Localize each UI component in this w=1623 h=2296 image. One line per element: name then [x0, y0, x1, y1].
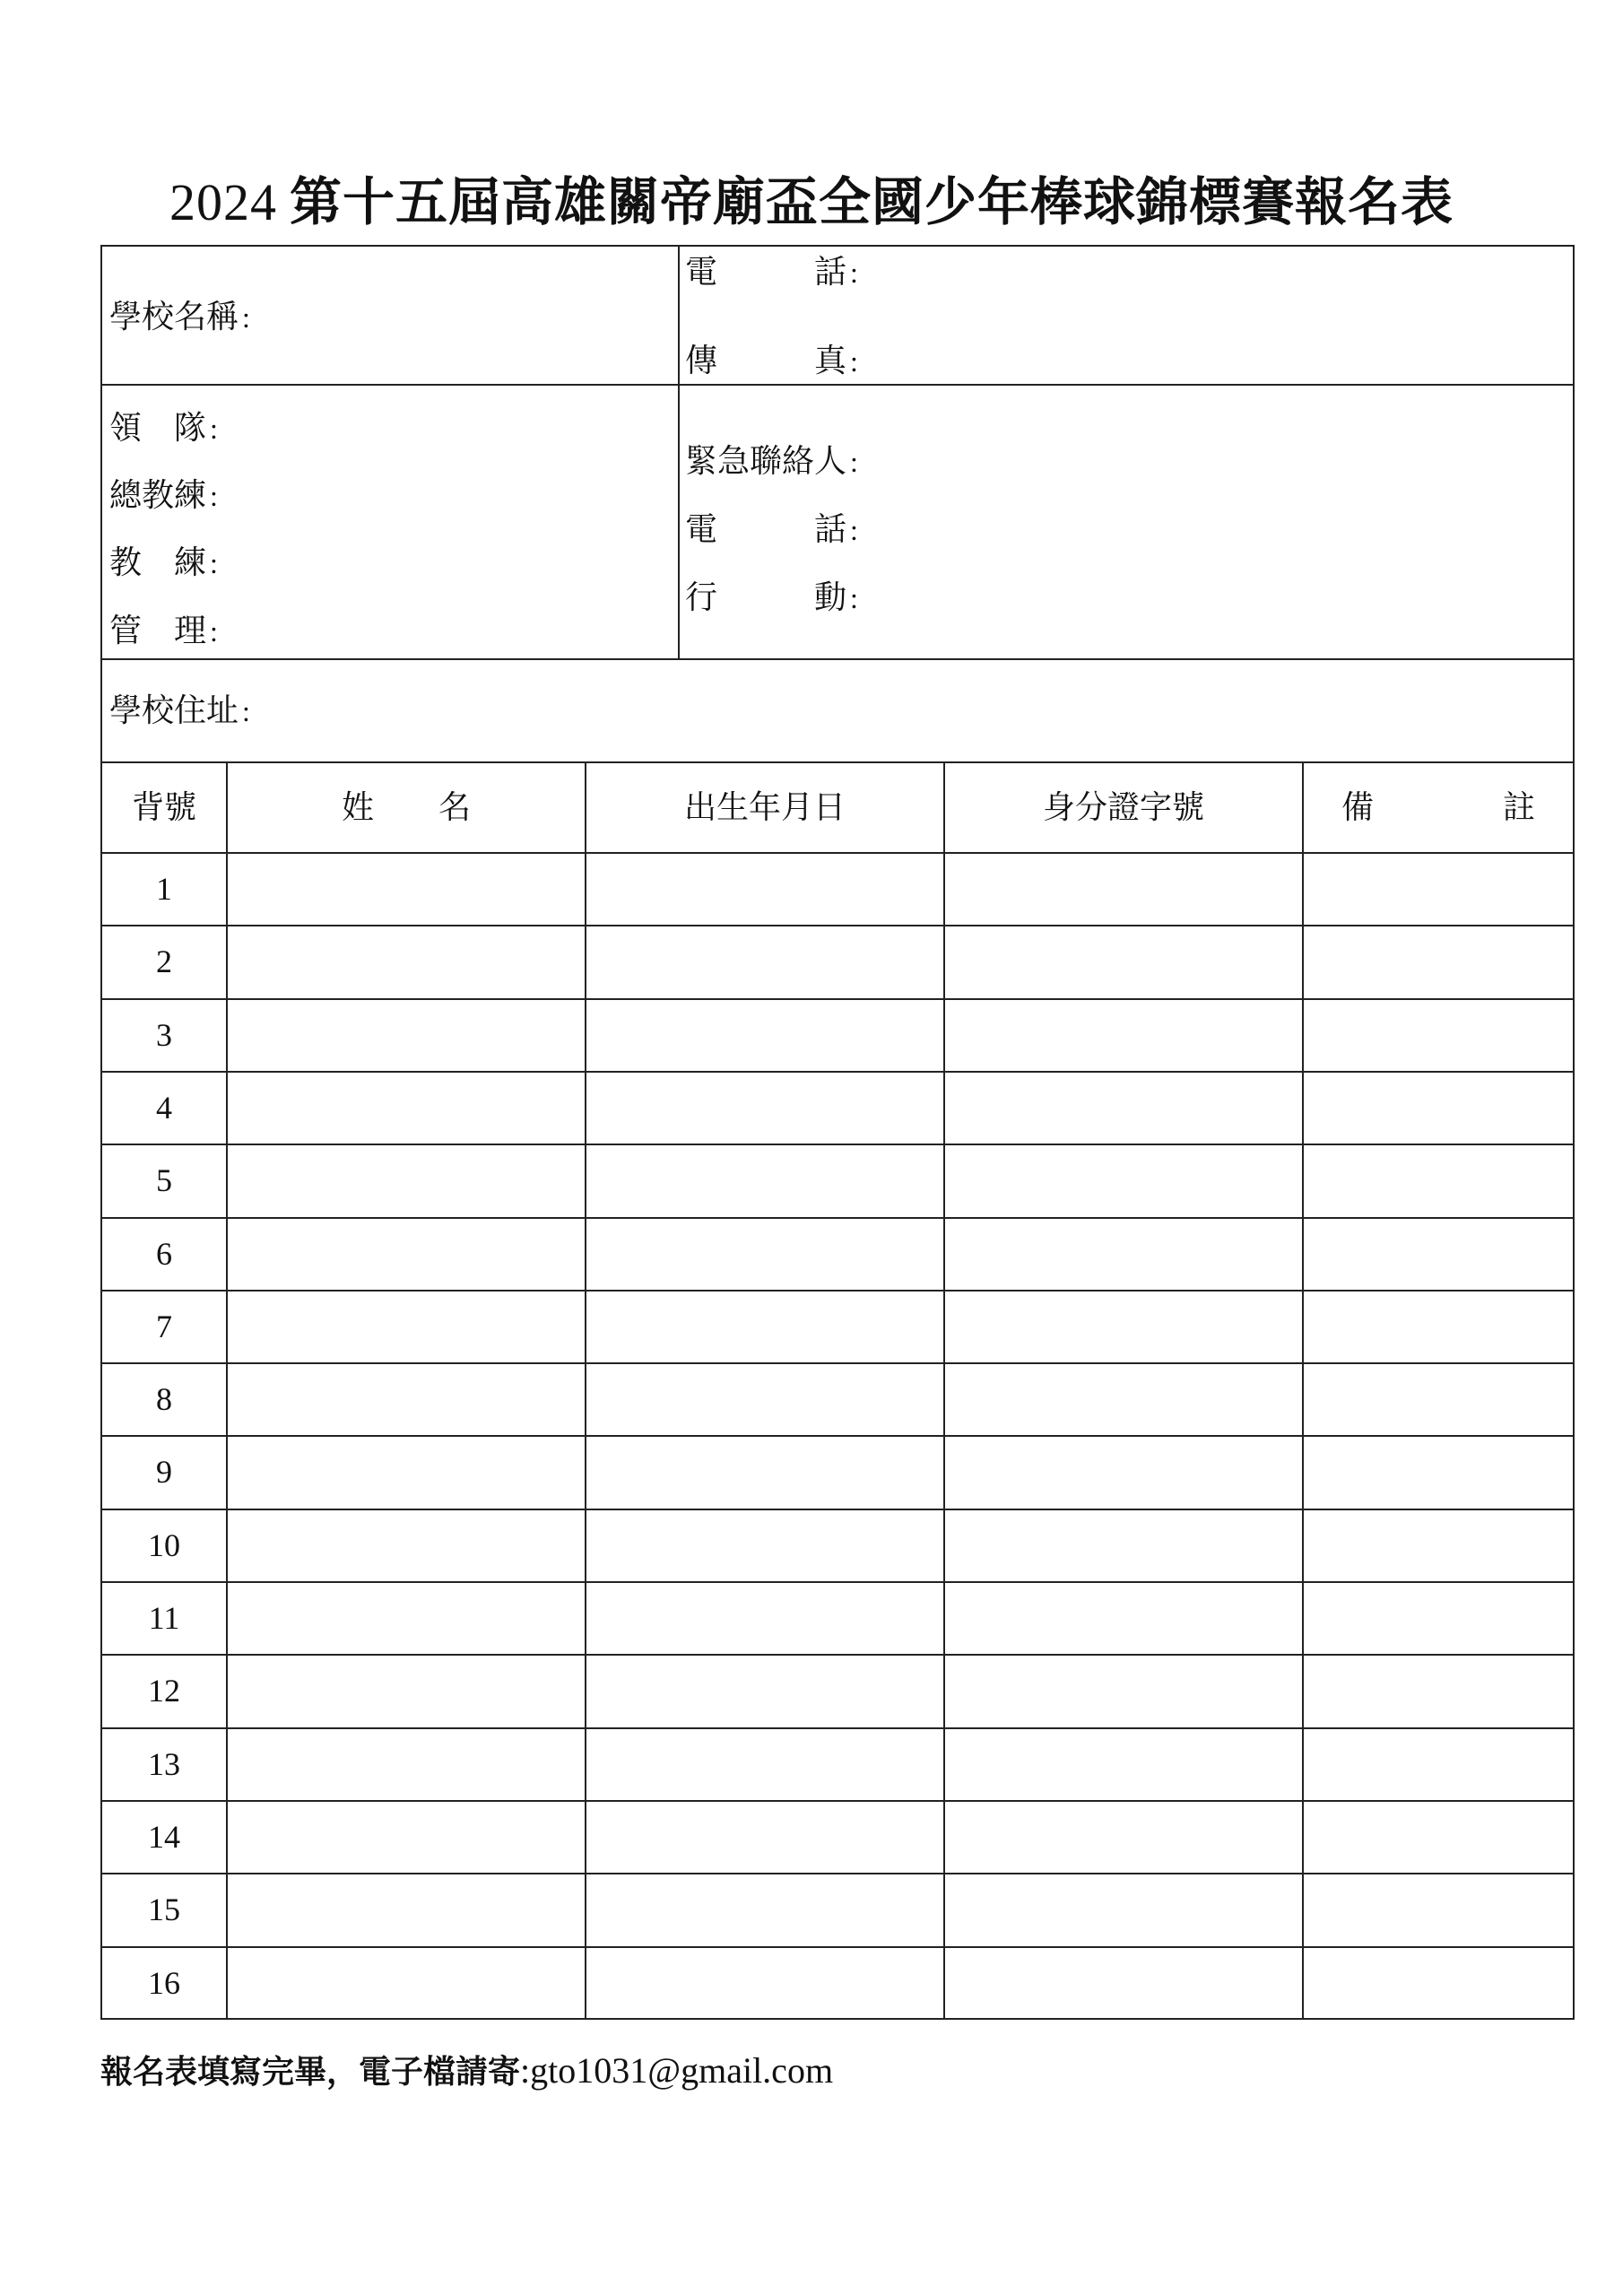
birthdate-cell[interactable]	[586, 1874, 943, 1944]
id-number-cell[interactable]	[945, 853, 1302, 924]
colon: :	[210, 615, 218, 648]
leader-label: 領 隊	[109, 410, 207, 447]
name-cell[interactable]	[228, 1947, 585, 2018]
manager-field[interactable]	[109, 615, 218, 648]
row-divider	[100, 1362, 1575, 1364]
remarks-cell[interactable]	[1304, 926, 1573, 996]
birthdate-cell[interactable]	[586, 1947, 943, 2018]
coach-field[interactable]	[109, 544, 218, 581]
name-cell[interactable]	[228, 1655, 585, 1726]
mobile-field[interactable]	[685, 579, 858, 616]
row-divider	[100, 1581, 1575, 1583]
name-cell[interactable]	[228, 1801, 585, 1872]
phone-label: 電 話	[685, 254, 847, 291]
row-divider	[100, 998, 1575, 1000]
colon: :	[242, 301, 250, 334]
remarks-cell[interactable]	[1304, 1436, 1573, 1507]
row-divider	[100, 1727, 1575, 1729]
id-number-cell[interactable]	[945, 1436, 1302, 1507]
row-number: 4	[156, 1089, 172, 1126]
birthdate-cell[interactable]	[586, 1144, 943, 1215]
form-title-year: 2024	[169, 173, 277, 231]
fax-label: 傳 真	[685, 343, 847, 379]
name-cell[interactable]	[228, 1874, 585, 1944]
footer-colon: :	[520, 2050, 531, 2091]
name-cell[interactable]	[228, 1291, 585, 1361]
head-coach-label: 總教練	[109, 477, 207, 514]
birthdate-cell[interactable]	[586, 1436, 943, 1507]
remarks-cell[interactable]	[1304, 1291, 1573, 1361]
remarks-cell[interactable]	[1304, 1072, 1573, 1143]
id-number-cell[interactable]	[945, 1291, 1302, 1361]
row-number: 7	[156, 1308, 172, 1344]
row-number: 3	[156, 1016, 172, 1053]
birthdate-cell[interactable]	[586, 1582, 943, 1653]
colon: :	[850, 582, 858, 614]
row-divider	[100, 1217, 1575, 1219]
id-number-cell[interactable]	[945, 999, 1302, 1070]
header-remarks: 備 註	[1341, 789, 1535, 826]
leader-field[interactable]	[109, 410, 218, 447]
row-divider	[100, 1290, 1575, 1292]
id-number-cell[interactable]	[945, 1947, 1302, 2018]
emergency-phone-label: 電 話	[685, 511, 847, 548]
colon: :	[242, 695, 250, 727]
divider	[100, 384, 1575, 386]
remarks-cell[interactable]	[1304, 1874, 1573, 1944]
emergency-phone-field[interactable]	[685, 511, 858, 548]
name-cell[interactable]	[228, 1072, 585, 1143]
row-number: 1	[156, 871, 172, 907]
row-number: 6	[156, 1235, 172, 1272]
emergency-contact-label: 緊急聯絡人	[685, 443, 847, 480]
id-number-cell[interactable]	[945, 1728, 1302, 1799]
birthdate-cell[interactable]	[586, 1801, 943, 1872]
id-number-cell[interactable]	[945, 926, 1302, 996]
school-info-block	[100, 245, 1575, 763]
name-cell[interactable]	[228, 926, 585, 996]
row-divider	[100, 1654, 1575, 1656]
fax-field[interactable]	[685, 345, 858, 378]
birthdate-cell[interactable]	[586, 926, 943, 996]
birthdate-cell[interactable]	[586, 1072, 943, 1143]
manager-label: 管 理	[109, 613, 207, 649]
row-number: 9	[156, 1454, 172, 1491]
head-coach-field[interactable]	[109, 477, 218, 514]
coach-label: 教 練	[109, 544, 207, 581]
name-cell[interactable]	[228, 1582, 585, 1653]
header-id-number: 身分證字號	[1042, 789, 1204, 826]
row-number: 5	[156, 1162, 172, 1199]
id-number-cell[interactable]	[945, 1218, 1302, 1289]
birthdate-cell[interactable]	[586, 853, 943, 924]
colon: :	[210, 547, 218, 579]
school-name-field[interactable]	[109, 301, 250, 334]
id-number-cell[interactable]	[945, 1874, 1302, 1944]
colon: :	[210, 413, 218, 445]
row-number: 12	[148, 1673, 180, 1709]
row-divider	[100, 1144, 1575, 1145]
colon: :	[850, 446, 858, 478]
remarks-cell[interactable]	[1304, 999, 1573, 1070]
school-name-label: 學校名稱	[109, 299, 239, 335]
row-number: 8	[156, 1381, 172, 1418]
row-number: 11	[148, 1600, 180, 1636]
id-number-cell[interactable]	[945, 1655, 1302, 1726]
name-cell[interactable]	[228, 1436, 585, 1507]
remarks-cell[interactable]	[1304, 1144, 1573, 1215]
footer-text: 報名表填寫完畢，電子檔請寄	[100, 2054, 521, 2091]
row-number: 14	[148, 1818, 180, 1855]
name-cell[interactable]	[228, 853, 585, 924]
id-number-cell[interactable]	[945, 1144, 1302, 1215]
row-divider	[100, 925, 1575, 926]
emergency-contact-field[interactable]	[685, 443, 858, 480]
footer-email[interactable]: gto1031@gmail.com	[530, 2050, 834, 2091]
name-cell[interactable]	[228, 1728, 585, 1799]
colon: :	[850, 345, 858, 378]
remarks-cell[interactable]	[1304, 1728, 1573, 1799]
row-number: 2	[156, 944, 172, 980]
row-divider	[100, 1509, 1575, 1510]
form-title	[0, 160, 1623, 235]
divider	[678, 245, 680, 660]
colon: :	[210, 480, 218, 512]
birthdate-cell[interactable]	[586, 1509, 943, 1580]
address-label: 學校住址	[109, 692, 239, 729]
address-field[interactable]	[109, 692, 250, 729]
row-number: 15	[148, 1892, 180, 1928]
remarks-cell[interactable]	[1304, 1509, 1573, 1580]
remarks-cell[interactable]	[1304, 1218, 1573, 1289]
name-cell[interactable]	[228, 1509, 585, 1580]
remarks-cell[interactable]	[1304, 1655, 1573, 1726]
header-birthdate: 出生年月日	[683, 789, 846, 826]
birthdate-cell[interactable]	[586, 1655, 943, 1726]
phone-field[interactable]	[685, 254, 858, 291]
birthdate-cell[interactable]	[586, 999, 943, 1070]
row-divider	[100, 1873, 1575, 1874]
header-name: 姓 名	[341, 789, 471, 826]
colon: :	[850, 514, 858, 546]
remarks-cell[interactable]	[1304, 1947, 1573, 2018]
form-title-name: 第十五屆高雄關帝廟盃全國少年棒球錦標賽報名表	[289, 171, 1454, 232]
row-number: 16	[148, 1964, 180, 2001]
divider	[100, 658, 1575, 660]
footer-note	[100, 2047, 833, 2092]
row-divider	[100, 1435, 1575, 1437]
id-number-cell[interactable]	[945, 1582, 1302, 1653]
row-divider	[100, 1946, 1575, 1948]
remarks-cell[interactable]	[1304, 1582, 1573, 1653]
row-divider	[100, 1800, 1575, 1802]
row-divider	[100, 1071, 1575, 1073]
name-cell[interactable]	[228, 999, 585, 1070]
id-number-cell[interactable]	[945, 1509, 1302, 1580]
row-number: 10	[148, 1526, 180, 1563]
birthdate-cell[interactable]	[586, 1363, 943, 1434]
id-number-cell[interactable]	[945, 1363, 1302, 1434]
birthdate-cell[interactable]	[586, 1218, 943, 1289]
remarks-cell[interactable]	[1304, 1801, 1573, 1872]
name-cell[interactable]	[228, 1144, 585, 1215]
remarks-cell[interactable]	[1304, 853, 1573, 924]
id-number-cell[interactable]	[945, 1801, 1302, 1872]
colon: :	[850, 257, 858, 289]
birthdate-cell[interactable]	[586, 1728, 943, 1799]
birthdate-cell[interactable]	[586, 1291, 943, 1361]
row-number: 13	[148, 1745, 180, 1782]
mobile-label: 行 動	[685, 579, 847, 616]
id-number-cell[interactable]	[945, 1072, 1302, 1143]
remarks-cell[interactable]	[1304, 1363, 1573, 1434]
header-number: 背號	[131, 789, 196, 826]
name-cell[interactable]	[228, 1218, 585, 1289]
name-cell[interactable]	[228, 1363, 585, 1434]
